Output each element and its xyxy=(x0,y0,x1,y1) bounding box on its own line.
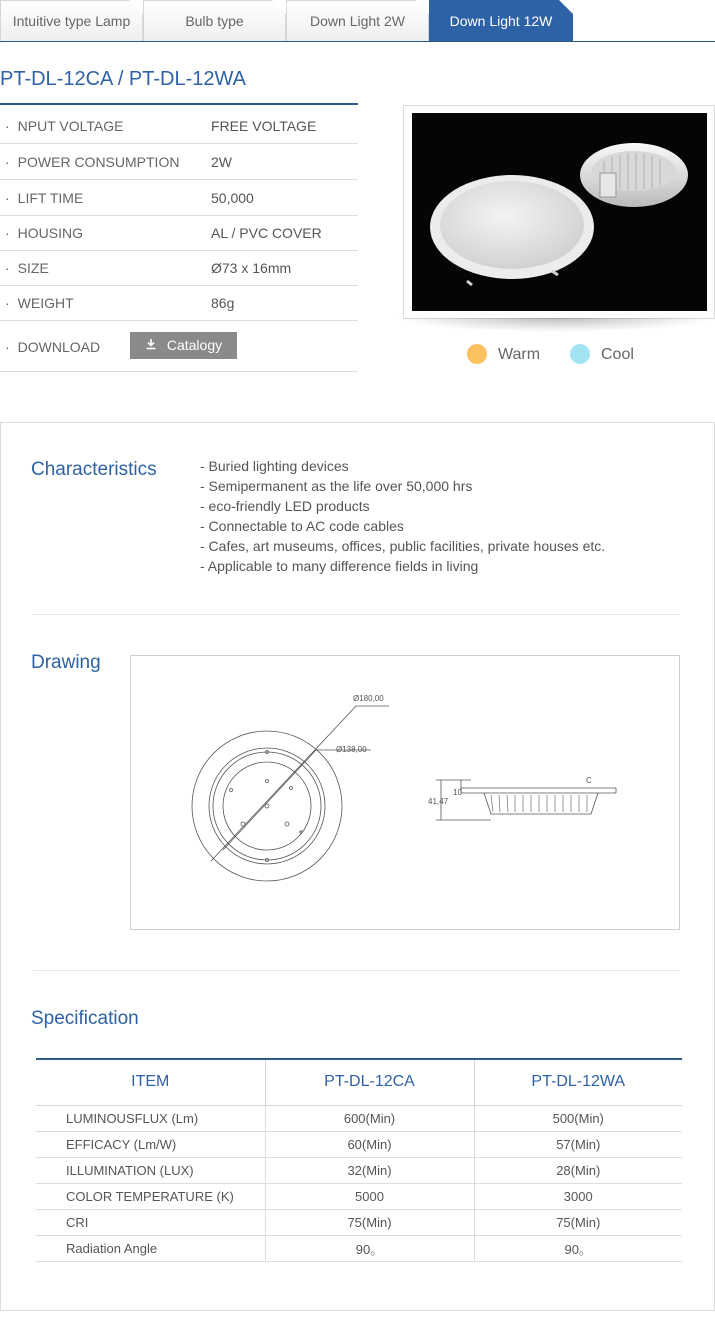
spec-row xyxy=(0,285,358,321)
spec-row xyxy=(0,180,358,216)
list-item: - Buried lighting devices xyxy=(200,458,349,474)
catalog-button-label: Catalogy xyxy=(166,337,223,353)
table-row xyxy=(36,1131,682,1157)
spec-label: · WEIGHT xyxy=(5,285,74,321)
spec-row xyxy=(0,108,358,144)
list-item: - Connectable to AC code cables xyxy=(200,518,404,534)
tab-down-light-12w[interactable]: Down Light 12W xyxy=(429,0,573,41)
spec-label: · SIZE xyxy=(5,250,49,286)
spec-value: FREE VOLTAGE xyxy=(211,118,317,134)
list-item: - eco-friendly LED products xyxy=(200,498,370,514)
spec-label: · LIFT TIME xyxy=(5,180,83,216)
table-row xyxy=(36,1183,682,1209)
image-shadow xyxy=(395,318,715,332)
list-item: - Applicable to many difference fields in living xyxy=(200,558,479,574)
table-cell: COLOR TEMPERATURE (K) xyxy=(36,1183,265,1209)
table-cell: LUMINOUSFLUX (Lm) xyxy=(36,1105,265,1131)
spec-value: Ø73 x 16mm xyxy=(211,260,292,276)
dim-total-height: 41,47 xyxy=(428,797,449,806)
dim-inner-diameter: Ø138,00 xyxy=(336,745,367,754)
table-header-row xyxy=(36,1059,682,1105)
list-item: - Cafes, art museums, offices, public facilities, private houses etc. xyxy=(200,538,606,554)
table-cell: 57(Min) xyxy=(474,1131,682,1157)
table-cell: 500(Min) xyxy=(474,1105,682,1131)
table-cell: ILLUMINATION (LUX) xyxy=(36,1157,265,1183)
table-row xyxy=(36,1105,682,1131)
tab-intuitive-type-lamp[interactable]: Intuitive type Lamp xyxy=(0,0,143,41)
section-divider xyxy=(33,970,680,971)
download-row xyxy=(0,322,358,372)
header-item: ITEM xyxy=(36,1059,265,1105)
download-icon xyxy=(145,332,157,359)
catalog-download-button[interactable] xyxy=(130,332,237,359)
dim-c-label: C xyxy=(586,776,592,785)
table-cell: 3000 xyxy=(474,1183,682,1209)
dim-outer-diameter: Ø180,00 xyxy=(353,694,384,703)
header-model-ca: PT-DL-12CA xyxy=(265,1059,474,1105)
spec-row xyxy=(0,215,358,251)
dim-flange-height: 10 xyxy=(453,788,462,797)
tab-down-light-2w[interactable]: Down Light 2W xyxy=(286,0,429,41)
spec-value: 2W xyxy=(211,154,232,170)
spec-label: · POWER CONSUMPTION xyxy=(5,144,179,180)
table-cell: Radiation Angle xyxy=(36,1235,265,1261)
table-cell: 5000 xyxy=(265,1183,474,1209)
cool-label: Cool xyxy=(601,346,634,363)
product-image-frame xyxy=(403,105,715,319)
table-cell: 90。 xyxy=(474,1235,682,1261)
spec-value: AL / PVC COVER xyxy=(211,225,322,241)
product-image xyxy=(412,113,707,311)
table-cell: 90。 xyxy=(265,1235,474,1261)
spec-value: 86g xyxy=(211,295,235,311)
characteristics-list xyxy=(200,456,605,576)
table-cell: EFFICACY (Lm/W) xyxy=(36,1131,265,1157)
product-title: PT-DL-12CA / PT-DL-12WA xyxy=(0,68,246,90)
table-cell: 32(Min) xyxy=(265,1157,474,1183)
table-cell: 28(Min) xyxy=(474,1157,682,1183)
table-row xyxy=(36,1157,682,1183)
warm-label: Warm xyxy=(498,346,541,363)
list-item: - Semipermanent as the life over 50,000 hrs xyxy=(200,478,473,494)
spec-label: · HOUSING xyxy=(5,215,83,251)
specification-title: Specification xyxy=(31,1008,139,1029)
spec-row xyxy=(0,144,358,180)
table-row xyxy=(36,1209,682,1235)
table-row xyxy=(36,1235,682,1261)
technical-drawing xyxy=(130,655,680,930)
title-divider xyxy=(0,103,358,105)
header-model-wa: PT-DL-12WA xyxy=(474,1059,682,1105)
drawing-title: Drawing xyxy=(31,652,101,673)
spec-row xyxy=(0,250,358,286)
section-divider xyxy=(33,614,680,615)
spec-value: 50,000 xyxy=(211,190,254,206)
spec-label: · NPUT VOLTAGE xyxy=(5,108,123,144)
table-cell: 60(Min) xyxy=(265,1131,474,1157)
table-cell: 75(Min) xyxy=(265,1209,474,1235)
warm-color-swatch[interactable] xyxy=(467,344,487,364)
characteristics-title: Characteristics xyxy=(31,459,157,480)
table-cell: 75(Min) xyxy=(474,1209,682,1235)
cool-color-swatch[interactable] xyxy=(570,344,590,364)
category-tabs xyxy=(0,0,715,42)
download-label: · DOWNLOAD xyxy=(5,322,100,372)
table-cell: CRI xyxy=(36,1209,265,1235)
table-cell: 600(Min) xyxy=(265,1105,474,1131)
tab-bulb-type[interactable]: Bulb type xyxy=(143,0,286,41)
specification-table xyxy=(36,1058,682,1262)
